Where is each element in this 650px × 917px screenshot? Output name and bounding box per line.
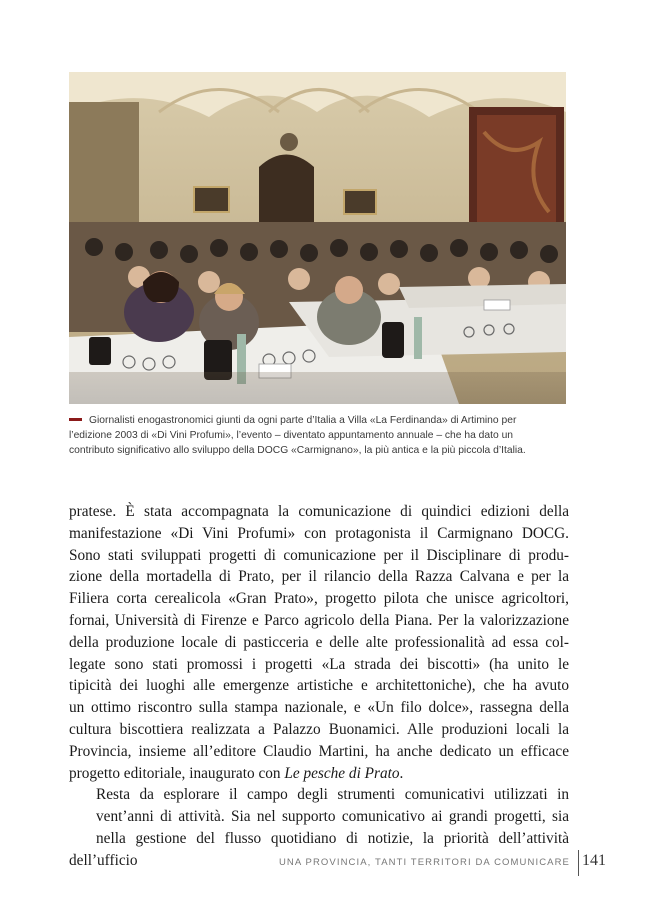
- text-line: Provincia, insieme all’editore Claudio Martini, ha anche dedicato un efficace: [69, 742, 569, 760]
- text-fragment: progetto editoriale, inaugurato con: [69, 764, 285, 782]
- book-title: Le pesche di Prato: [284, 764, 400, 782]
- text-line: Resta da esplorare il campo degli strumenti comunicativi utilizzati in: [96, 786, 569, 804]
- text-line: pratese. È stata accompagnata la comunicazione di quindici edizioni della: [69, 503, 569, 520]
- caption-marker: [69, 418, 82, 421]
- text-line: vent’anni di attività. Sia nel supporto comunicativo ai grandi progetti, sia: [96, 808, 569, 826]
- page-footer: [0, 850, 604, 876]
- text-line: nella gestione del flusso quotidiano di notizie, la priorità dell’attività dell’ufficio: [69, 829, 569, 869]
- event-photo: [69, 72, 566, 404]
- text-line: della produzione locale di pasticceria e delle alte professionalità ad essa col-: [69, 633, 569, 651]
- text-line: tipicità dei luoghi alle emergenze artistiche e architettoniche), che ha avuto: [69, 677, 569, 695]
- running-head: UNA PROVINCIA, TANTI TERRITORI DA COMUNICARE: [278, 857, 570, 868]
- text-line: cultura biscottiera realizzata a Palazzo Buonamici. Alle produzioni locali la: [69, 720, 569, 738]
- caption-line-1: Giornalisti enogastronomici giunti da ogni parte d’Italia a Villa «La Ferdinanda» di Artimino per: [89, 415, 517, 426]
- paragraph-1: [69, 501, 569, 784]
- caption-line-3: contributo significativo allo sviluppo della DOCG «Carmignano», la più antica e la più piccola d’Italia.: [69, 445, 526, 456]
- body-text: [69, 501, 569, 872]
- footer-divider: [578, 850, 579, 876]
- text-line: fornai, Università di Firenze e Parco agricolo della Piana. Per la valorizzazione: [69, 611, 569, 629]
- event-photo-illustration: [69, 72, 566, 404]
- photo-caption: [69, 413, 569, 458]
- text-line: Filiera corta cerealicola «Gran Prato», progetto pilota che unisce agricoltori,: [69, 590, 569, 608]
- text-line: manifestazione «Di Vini Profumi» con protagonista il Carmignano DOCG.: [69, 524, 569, 542]
- text-line: [69, 763, 569, 785]
- text-line: legate sono stati promossi i progetti «La strada dei biscotti» (ha unito le: [69, 655, 569, 673]
- page-number: 141: [582, 852, 606, 869]
- text-line: zione della mortadella di Prato, per il rilancio della Razza Calvana e per la: [69, 568, 569, 586]
- text-line: un ottimo riscontro sulla stampa nazionale, e «Un filo dolce», rassegna della: [69, 699, 569, 717]
- caption-line-2: l’edizione 2003 di «Di Vini Profumi», l’evento – diventato appuntamento annuale – che ha dato un: [69, 430, 514, 441]
- text-line: Sono stati sviluppati progetti di comunicazione per il Disciplinare di produ-: [69, 546, 569, 564]
- text-fragment: .: [399, 764, 404, 782]
